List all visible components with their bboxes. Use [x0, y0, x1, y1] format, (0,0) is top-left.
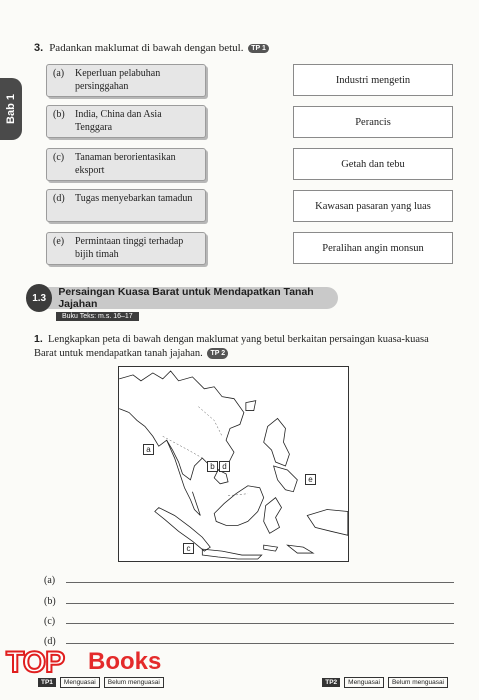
tp2-menguasai-checkbox[interactable]: Menguasai — [344, 677, 384, 688]
left-item-a[interactable]: (a) Keperluan pelabuhan persinggahan — [46, 64, 206, 97]
question-1 — [34, 332, 454, 361]
tp1-belum-checkbox[interactable]: Belum menguasai — [104, 677, 164, 688]
section-title: Persaingan Kuasa Barat untuk Mendapatkan Tanah Jajahan — [58, 286, 314, 310]
right-item-1[interactable]: Industri mengetin — [293, 64, 453, 96]
answer-line-d[interactable]: (d) — [44, 636, 454, 647]
question-3-text: Padankan maklumat di bawah dengan betul. — [49, 42, 244, 54]
tp1-menguasai-checkbox[interactable]: Menguasai — [60, 677, 100, 688]
section-header — [28, 287, 338, 309]
tp-badge: TP 2 — [207, 348, 228, 359]
left-item-b[interactable]: (b) India, China dan Asia Tenggara — [46, 105, 206, 138]
chapter-tab-label: Bab 1 — [5, 94, 17, 124]
topbooks-logo — [0, 642, 190, 692]
left-item-text: Tugas menyebarkan tamadun — [75, 193, 193, 204]
left-item-text: Tanaman berorientasikan eksport — [75, 152, 176, 176]
logo-top: TOP — [6, 646, 65, 679]
left-item-e[interactable]: (e) Permintaan tinggi terhadap bijih timah — [46, 232, 206, 265]
footer-tp2: TP2 — [322, 678, 340, 687]
southeast-asia-map — [118, 366, 349, 562]
answer-line-a[interactable]: (a) — [44, 575, 454, 586]
left-item-text: Keperluan pelabuhan persinggahan — [75, 68, 161, 92]
right-item-4[interactable]: Kawasan pasaran yang luas — [293, 190, 453, 222]
textbook-reference: Buku Teks: m.s. 16–17 — [56, 312, 139, 321]
left-item-text: India, China dan Asia Tenggara — [75, 109, 162, 133]
answer-line-b[interactable]: (b) — [44, 596, 454, 607]
right-item-3[interactable]: Getah dan tebu — [293, 148, 453, 180]
map-label-a[interactable]: a — [143, 444, 154, 455]
left-item-text: Permintaan tinggi terhadap bijih timah — [75, 236, 184, 260]
tp2-belum-checkbox[interactable]: Belum menguasai — [388, 677, 448, 688]
question-3-number: 3. — [34, 42, 44, 54]
question-3 — [34, 42, 269, 54]
right-item-2[interactable]: Perancis — [293, 106, 453, 138]
left-item-d[interactable]: (d) Tugas menyebarkan tamadun — [46, 189, 206, 222]
left-item-c[interactable]: (c) Tanaman berorientasikan eksport — [46, 148, 206, 181]
map-label-c[interactable]: c — [183, 543, 194, 554]
chapter-tab — [0, 78, 22, 140]
right-item-5[interactable]: Peralihan angin monsun — [293, 232, 453, 264]
logo-books: Books — [88, 648, 162, 675]
answer-line-c[interactable]: (c) — [44, 616, 454, 627]
question-1-text: Lengkapkan peta di bawah dengan maklumat yang betul berkaitan persaingan kuasa-kuasa Barat untuk mendapatkan tanah jajahan. — [34, 334, 429, 360]
map-drawing — [119, 367, 348, 561]
footer-tp1: TP1 — [38, 678, 56, 687]
map-label-d[interactable]: d — [219, 461, 230, 472]
question-1-number: 1. — [34, 333, 43, 345]
map-label-b[interactable]: b — [207, 461, 218, 472]
tp-badge: TP 1 — [248, 44, 269, 53]
map-label-e[interactable]: e — [305, 474, 316, 485]
section-number: 1.3 — [26, 284, 52, 312]
